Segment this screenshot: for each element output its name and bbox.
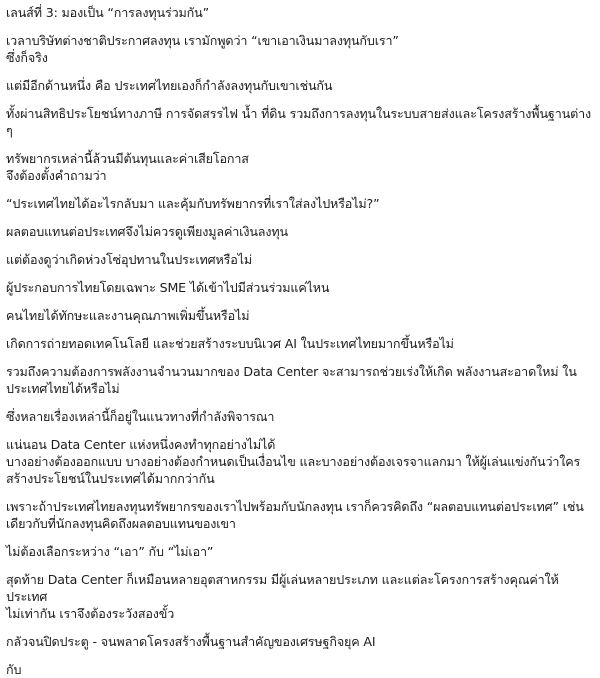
paragraph-line: แน่นอน Data Center แห่งหนึ่งคงทำทุกอย่างไม่ได้ — [6, 437, 276, 452]
post-paragraph — [6, 335, 594, 352]
post-paragraph — [6, 223, 594, 240]
post-paragraph — [6, 408, 594, 425]
paragraph-line: ประเทศไทยได้หรือไม่ — [6, 381, 120, 396]
post-paragraph — [6, 77, 594, 94]
paragraph-line: เลนส์ที่ 3: มองเป็น “การลงทุนร่วมกัน” — [6, 5, 209, 20]
paragraph-line: คนไทยได้ทักษะและงานคุณภาพเพิ่มขึ้นหรือไม่ — [6, 308, 250, 323]
paragraph-line: เพราะถ้าประเทศไทยลงทุนทรัพยากรของเราไปพร้อมกับนักลงทุน เราก็ควรคิดถึง “ผลตอบแทนต่อประเทศ” เช่น — [6, 499, 584, 514]
paragraph-line: สุดท้าย Data Center ก็เหมือนหลายอุตสาหกรรม มีผู้เล่นหลายประเภท และแต่ละโครงการสร้างคุณค่าให้ประเทศ — [6, 572, 559, 604]
post-paragraph — [6, 150, 594, 184]
post-paragraph — [6, 32, 594, 66]
paragraph-line: ผู้ประกอบการไทยโดยเฉพาะ SME ได้เข้าไปมีส่วนร่วมแค่ไหน — [6, 280, 330, 295]
post-paragraph — [6, 195, 594, 212]
paragraph-line: ทั้งผ่านสิทธิประโยชน์ทางภาษี การจัดสรรไฟ น้ำ ที่ดิน รวมถึงการลงทุนในระบบสายส่งและโครงสร้างพื้นฐานต่าง — [6, 106, 592, 121]
paragraph-line: แต่ต้องดูว่าเกิดห่วงโซ่อุปทานในประเทศหรือไม่ — [6, 252, 253, 267]
post-paragraph — [6, 307, 594, 324]
paragraph-line: สร้างประโยชน์ในประเทศได้มากกว่ากัน — [6, 471, 215, 486]
paragraph-line: ๆ — [6, 123, 13, 138]
post-paragraph — [6, 363, 594, 397]
post-paragraph — [6, 251, 594, 268]
post-paragraph — [6, 633, 594, 650]
paragraph-line: ไม่ต้องเลือกระหว่าง “เอา” กับ “ไม่เอา” — [6, 544, 214, 559]
paragraph-line: “ประเทศไทยได้อะไรกลับมา และคุ้มกับทรัพยากรที่เราใส่ลงไปหรือไม่?” — [6, 196, 380, 211]
post-paragraph — [6, 571, 594, 622]
paragraph-line: ไม่เท่ากัน เราจึงต้องระวังสองขั้ว — [6, 606, 175, 621]
paragraph-line: ผลตอบแทนต่อประเทศจึงไม่ควรดูเพียงมูลค่าเงินลงทุน — [6, 224, 288, 239]
post-paragraph — [6, 498, 594, 532]
post-paragraph — [6, 279, 594, 296]
paragraph-line: เวลาบริษัทต่างชาติประกาศลงทุน เรามักพูดว่า “เขาเอาเงินมาลงทุนกับเรา” — [6, 33, 399, 48]
paragraph-line: ซึ่งหลายเรื่องเหล่านี้ก็อยู่ในแนวทางที่กำลังพิจารณา — [6, 409, 275, 424]
paragraph-line: เดียวกับที่นักลงทุนคิดถึงผลตอบแทนของเขา — [6, 516, 236, 531]
paragraph-line: เกิดการถ่ายทอดเทคโนโลยี และช่วยสร้างระบบนิเวศ AI ในประเทศไทยมากขึ้นหรือไม่ — [6, 336, 454, 351]
paragraph-line: กับ — [6, 662, 22, 677]
paragraph-line: รวมถึงความต้องการพลังงานจำนวนมากของ Data Center จะสามารถช่วยเร่งให้เกิด พลังงานสะอาดใหม่ ใน — [6, 364, 577, 379]
paragraph-line: จึงต้องตั้งคำถามว่า — [6, 168, 107, 183]
post-paragraph — [6, 661, 594, 678]
post-paragraph — [6, 436, 594, 487]
post-paragraph — [6, 543, 594, 560]
paragraph-line: แต่มีอีกด้านหนึ่ง คือ ประเทศไทยเองก็กำลังลงทุนกับเขาเช่นกัน — [6, 78, 333, 93]
paragraph-line: ซึ่งก็จริง — [6, 50, 48, 65]
paragraph-line: ทรัพยากรเหล่านี้ล้วนมีต้นทุนและค่าเสียโอกาส — [6, 151, 249, 166]
paragraph-line: กลัวจนปิดประตู - จนพลาดโครงสร้างพื้นฐานสำคัญของเศรษฐกิจยุค AI — [6, 634, 376, 649]
paragraph-line: บางอย่างต้องออกแบบ บางอย่างต้องกำหนดเป็นเงื่อนไข และบางอย่างต้องเจรจาแลกมา ให้ผู้เล่นแข่งกันว่าใคร — [6, 454, 581, 469]
post-paragraph — [6, 105, 594, 139]
post-paragraph — [6, 4, 594, 21]
